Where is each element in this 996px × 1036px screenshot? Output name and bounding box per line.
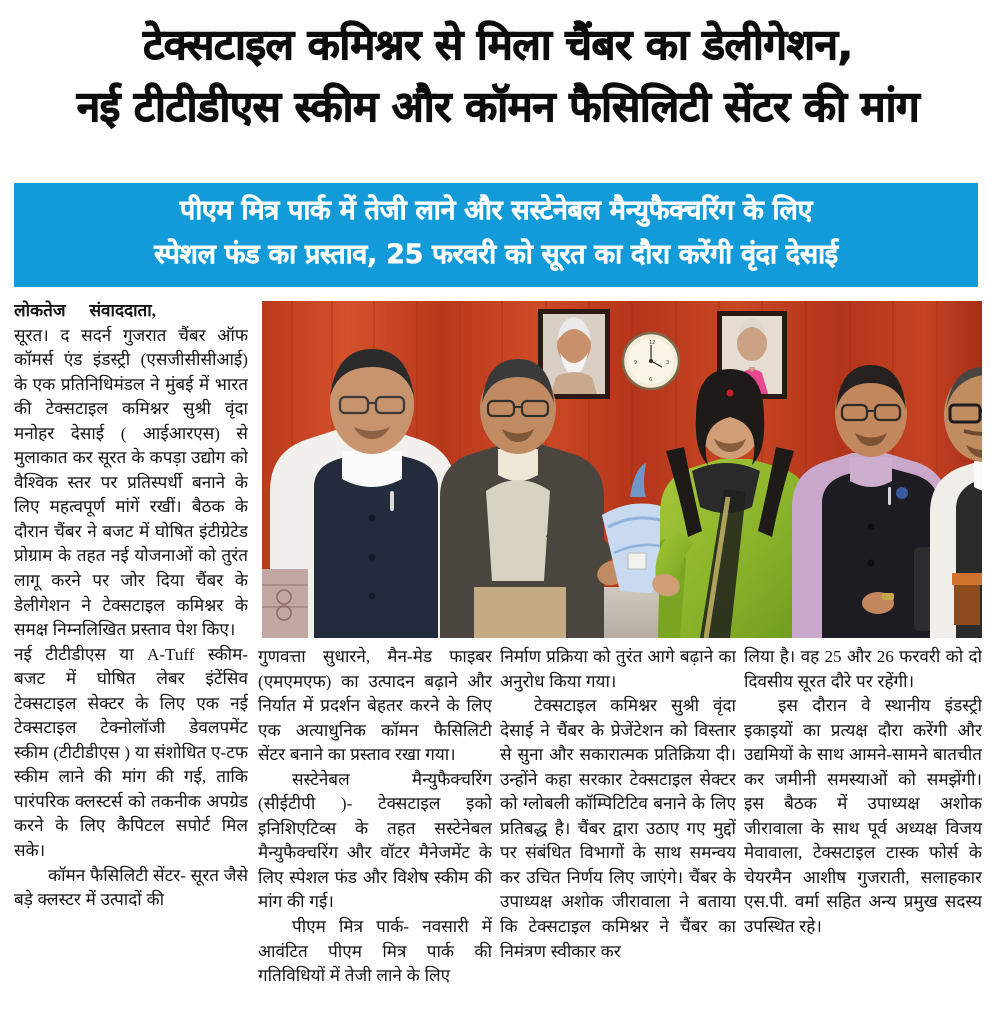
- paragraph: टेक्सटाइल कमिश्नर सुश्री वृंदा देसाई ने चैंबर के प्रेजेंटेशन को विस्तार से सुना और सकारात्मक प्रतिक्रिया दी। उन्होंने कहा सरकार टेक्सटाइल सेक्टर को ग्लोबली कॉम्पिटिटिव बनाने के लिए प्रतिबद्ध है। चैंबर द्वारा उठाए गए मुद्दों पर संबंधित विभागों के साथ समन्वय कर उचित निर्णय लिए जाएंगे। चैंबर के उपाध्यक्ष अशोक जीरावाला ने बताया कि टेक्सटाइल कमिश्नर ने चैंबर का निमंत्रण स्वीकार कर: [500, 696, 736, 961]
- paragraph: इस दौरान वे स्थानीय इंडस्ट्री इकाइयों का प्रत्यक्ष दौरा करेंगी और उद्यमियों के साथ आमने-सामने बातचीत कर जमीनी समस्याओं को समझेंगी। इस बैठक में उपाध्यक्ष अशोक जीरावाला के साथ पूर्व अध्यक्ष विजय मेवावाला, टेक्सटाइल टास्क फोर्स के चेयरमैन आशीष गुजराती, सलाहकार एस.पी. वर्मा सहित अन्य प्रमुख सदस्य उपस्थित रहे।: [744, 696, 982, 937]
- paragraph: पीएम मित्र पार्क- नवसारी में आवंटित पीएम मित्र पार्क की गतिविधियों में तेजी लाने के लिए: [258, 917, 492, 986]
- paragraph: गुणवत्ता सुधारने, मैन-मेड फाइबर (एमएमएफ) का उत्पादन बढ़ाने और निर्यात में प्रदर्शन बेहतर करने के लिए एक अत्याधुनिक कॉमन फैसिलिटी सेंटर बनाने का प्रस्ताव रखा गया।: [258, 647, 492, 765]
- subhead-banner: [14, 183, 978, 287]
- byline-source: लोकतेज: [14, 301, 66, 320]
- headline-line-2: नई टीटीडीएस स्कीम और कॉमन फैसिलिटी सेंटर की मांग: [76, 82, 920, 131]
- body-column-4: [744, 645, 982, 1036]
- paragraph: सस्टेनेबल मैन्युफैक्चरिंग (सीईटीपी )- टेक्सटाइल इको इनिशिएटिव्स के तहत सस्टेनेबल मैन्युफैक्चरिंग और वॉटर मैनेजमेंट के लिए स्पेशल फंड और विशेष स्कीम की मांग की गई।: [258, 769, 492, 912]
- svg-text:3: 3: [666, 360, 670, 366]
- body-column-1: [14, 299, 248, 1036]
- subhead-line-1: पीएम मित्र पार्क में तेजी लाने और सस्टेनेबल मैन्युफैक्चरिंग के लिए: [179, 195, 813, 226]
- paragraph: कॉमन फैसिलिटी सेंटर- सूरत जैसे बड़े क्लस्टर में उत्पादों की: [14, 865, 248, 910]
- svg-text:9: 9: [634, 360, 638, 366]
- svg-text:12: 12: [649, 340, 656, 346]
- subhead-line-2: स्पेशल फंड का प्रस्ताव, 25 फरवरी को सूरत का दौरा करेंगी वृंदा देसाई: [154, 239, 838, 270]
- sofa: [262, 569, 308, 638]
- paragraph: नई टीटीडीएस या A-Tuff स्कीम- बजट में घोषित लेबर इंटेंसिव टेक्सटाइल सेक्टर के लिए एक नई टेक्सटाइल टेक्नोलॉजी डेवलपमेंट स्कीम (टीटीडीएस ) या संशोधित ए-टफ स्कीम लाने की मांग की गई, ताकि पारंपरिक क्लस्टर्स को तकनीक अपग्रेड करने के लिए कैपिटल सपोर्ट मिल सके।: [14, 644, 248, 861]
- news-photo: [262, 301, 982, 638]
- byline: [14, 299, 248, 324]
- paragraph: सूरत। द सदर्न गुजरात चैंबर ऑफ कॉमर्स एंड इंडस्ट्री (एसजीसीसीआई) के एक प्रतिनिधिमंडल ने मुंबई में भारत की टेक्सटाइल कमिश्नर सुश्री वृंदा मनोहर देसाई ( आईआरएस) से मुलाकात कर सूरत के कपड़ा उद्योग को वैश्विक स्तर पर प्रतिस्पर्धी बनाने के लिए महत्वपूर्ण मांगें रखीं। बैठक के दौरान चैंबर ने बजट में घोषित इंटीग्रेटेड प्रोग्राम के तहत नई योजनाओं को तुरंत लागू करने पर जोर दिया चैंबर के डेलीगेशन ने टेक्सटाइल कमिश्नर के समक्ष निम्नलिखित प्रस्ताव पेश किए।: [14, 325, 248, 640]
- paragraph: लिया है। वह 25 और 26 फरवरी को दो दिवसीय सूरत दौरे पर रहेंगी।: [744, 647, 982, 691]
- paragraph: निर्माण प्रक्रिया को तुरंत आगे बढ़ाने का अनुरोध किया गया।: [500, 647, 736, 691]
- wall-clock: [623, 333, 679, 389]
- svg-text:6: 6: [649, 377, 653, 383]
- body-column-3: [500, 645, 736, 1036]
- news-photo-illustration: [262, 301, 982, 638]
- page-headline: [0, 14, 996, 138]
- body-column-2: [258, 645, 492, 1036]
- byline-role: संवाददाता,: [89, 301, 156, 320]
- headline-line-1: टेक्सटाइल कमिश्नर से मिला चैंबर का डेलीगेशन,: [143, 20, 853, 69]
